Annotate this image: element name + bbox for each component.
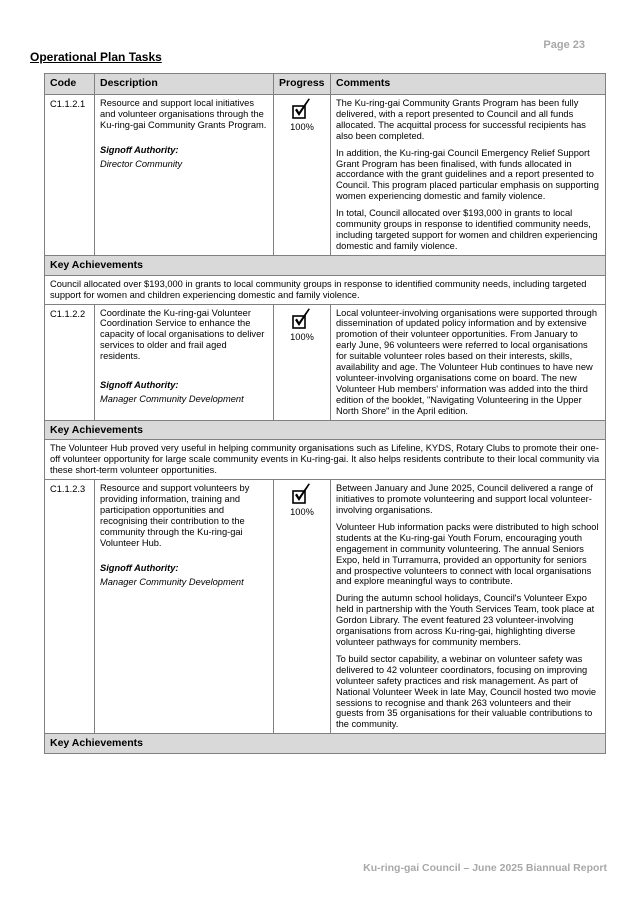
comment-paragraph: The Ku-ring-gai Community Grants Program has been fully delivered, with a report presented to Council and all funds allocated. The acquittal process for successful recipients has also been completed. — [336, 98, 586, 141]
key-achievements-label: Key Achievements — [45, 420, 606, 440]
progress-value: 100% — [290, 331, 314, 342]
comment-paragraph: In total, Council allocated over $193,000 in grants to local community groups in response to identified community needs, including targeted support for women and children experiencing domestic and family violence. — [336, 208, 598, 251]
key-achievements-text: The Volunteer Hub proved very useful in helping community organisations such as Lifeline, KYDS, Rotary Clubs to promote their one-off volunteer opportunity for large scale community events in Ku-ring-gai. It also helps residents contribute to their local community via these short-term volunteer opportunities. — [45, 440, 606, 480]
comment-paragraph: To build sector capability, a webinar on volunteer safety was delivered to 42 volunteer coordinators, focusing on improving volunteer safety practices and risk management. As part of National Volunteer Week in late May, Council hosted two movie sessions to recognise and thank 263 volunteers and their guests from 35 organisations for their valuable contributions to the community. — [336, 653, 597, 730]
progress-value: 100% — [290, 507, 314, 518]
key-achievements-row — [45, 440, 606, 480]
progress-cell — [274, 480, 331, 734]
signoff-label: Signoff Authority: — [100, 562, 179, 573]
header-comments: Comments — [331, 74, 606, 95]
comment-paragraph: In addition, the Ku-ring-gai Council Emergency Relief Support Grant Program has been finalised, with funds allocated in accordance with the grant guidelines and a report presented to Council. This program placed particular emphasis on supporting women experiencing domestic and family violence. — [336, 147, 599, 202]
checkbox-tick-icon — [291, 97, 313, 121]
header-progress: Progress — [274, 74, 331, 95]
signoff-label: Signoff Authority: — [100, 380, 179, 391]
key-achievements-header-row — [45, 255, 606, 275]
task-description-cell — [95, 304, 274, 420]
task-code: C1.1.2.2 — [45, 304, 95, 420]
comment-paragraph: Between January and June 2025, Council delivered a range of initiatives to promote volunteering and support local volunteer-involving organisations. — [336, 483, 593, 515]
progress-value: 100% — [290, 122, 314, 132]
comment-paragraph: Volunteer Hub information packs were distributed to high school students at the Ku-ring-gai Youth Forum, encouraging youth engagement in community volunteering. The annual Seniors Expo, held in Turramurra, provided an opportunity for seniors and prospective volunteers to connect with local organisations and explore meaningful ways to contribute. — [336, 521, 599, 587]
key-achievements-label: Key Achievements — [45, 255, 606, 275]
signoff-authority: Manager Community Development — [100, 576, 244, 587]
operational-plan-table — [44, 73, 606, 754]
table-row — [45, 304, 606, 420]
signoff-authority: Manager Community Development — [100, 393, 244, 404]
comment-paragraph: Local volunteer-involving organisations were supported through dissemination of updated policy information and by extensive promotion of their volunteer opportunities. From January to early June, 96 volunteers were referred to local organisations for suitable volunteer roles based on their interests, skills, availability and age. The Volunteer Hub continues to have new volunteer-involving organisations come on board. The new Volunteer Hub members' information was added into the third edition of the booklet, "Navigating Volunteering in the Upper North Shore" in the April edition. — [336, 307, 597, 416]
task-description-cell — [95, 95, 274, 256]
checkbox-tick-icon — [291, 482, 313, 506]
header-description: Description — [95, 74, 274, 95]
key-achievements-header-row — [45, 420, 606, 440]
table-header-row — [45, 74, 606, 95]
table-row — [45, 95, 606, 256]
page-number: Page 23 — [543, 39, 585, 51]
header-code: Code — [45, 74, 95, 95]
task-description: Resource and support volunteers by providing information, training and participation opportunities and recognising their contribution to the community through the Ku-ring-gai Volunteer Hub. — [100, 483, 250, 548]
task-description: Resource and support local initiatives and volunteer organisations through the Ku-ring-gai Community Grants Program. — [100, 98, 267, 130]
key-achievements-text: Council allocated over $193,000 in grants to local community groups in response to identified community needs, including targeted support for women and children experiencing domestic and family violence. — [45, 275, 606, 304]
comments-cell — [331, 304, 606, 420]
comments-cell — [331, 480, 606, 734]
key-achievements-label: Key Achievements — [45, 734, 606, 754]
table-row — [45, 480, 606, 734]
task-code: C1.1.2.1 — [45, 95, 95, 256]
footer-report-title: Ku-ring-gai Council – June 2025 Biannual Report — [363, 862, 607, 874]
key-achievements-header-row — [45, 734, 606, 754]
task-code: C1.1.2.3 — [45, 480, 95, 734]
comments-cell — [331, 95, 606, 256]
progress-cell — [274, 95, 331, 256]
signoff-label: Signoff Authority: — [100, 144, 179, 155]
comment-paragraph: During the autumn school holidays, Council's Volunteer Expo held in partnership with the Youth Services Team, took place at Gordon Library. The event featured 23 volunteer-involving organisations from across Ku-ring-gai, highlighting diverse volunteer pathways for community members. — [336, 593, 595, 647]
signoff-authority: Director Community — [100, 158, 183, 169]
key-achievements-row — [45, 275, 606, 304]
task-description-cell — [95, 480, 274, 734]
progress-cell — [274, 304, 331, 420]
section-title: Operational Plan Tasks — [30, 50, 162, 64]
task-description: Coordinate the Ku-ring-gai Volunteer Coordination Service to enhance the capacity of local organisations to deliver services to older and frail aged residents. — [100, 307, 265, 362]
checkbox-tick-icon — [291, 307, 313, 331]
